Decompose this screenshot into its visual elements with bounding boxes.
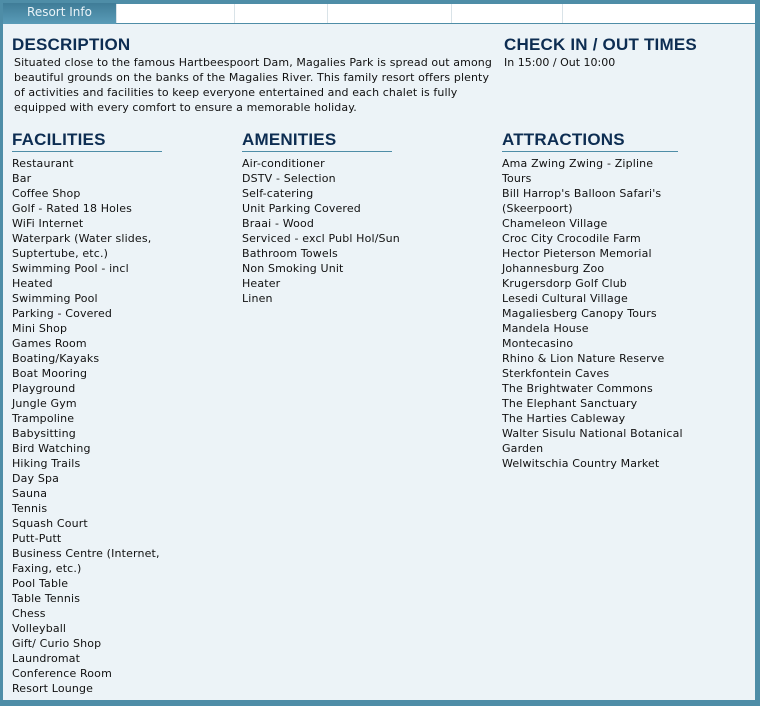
facility-item: Golf - Rated 18 Holes <box>12 202 133 215</box>
facility-item: Table Tennis <box>12 592 81 605</box>
facility-item: Games Room <box>12 337 87 350</box>
facility-item: Business Centre (Internet, Faxing, etc.) <box>12 547 160 575</box>
attraction-item: Walter Sisulu National Botanical Garden <box>502 427 683 455</box>
attraction-item: Hector Pieterson Memorial <box>502 247 652 260</box>
facility-item: Mini Shop <box>12 322 68 335</box>
amenity-item: Linen <box>242 292 273 305</box>
facility-item: Waterpark (Water slides, Suptertube, etc.) <box>12 232 152 260</box>
amenity-item: Air-conditioner <box>242 157 325 170</box>
facility-item: Parking - Covered <box>12 307 113 320</box>
amenity-item: Unit Parking Covered <box>242 202 361 215</box>
tab-blank-2[interactable] <box>234 4 327 23</box>
amenities-list <box>242 156 412 306</box>
facility-item: Squash Court <box>12 517 88 530</box>
attraction-item: Krugersdorp Golf Club <box>502 277 627 290</box>
facility-item: Boating/Kayaks <box>12 352 100 365</box>
facility-item: Sauna <box>12 487 48 500</box>
tab-blank-1[interactable] <box>116 4 234 23</box>
attractions-list <box>502 156 684 471</box>
attraction-item: Montecasino <box>502 337 574 350</box>
checkin-times: In 15:00 / Out 10:00 <box>504 56 616 69</box>
facility-item: Conference Room <box>12 667 112 680</box>
amenity-item: DSTV - Selection <box>242 172 336 185</box>
facility-item: Swimming Pool - incl Heated <box>12 262 129 290</box>
attraction-item: Mandela House <box>502 322 589 335</box>
facility-item: Volleyball <box>12 622 67 635</box>
attraction-item: Rhino & Lion Nature Reserve <box>502 352 665 365</box>
facility-item: Pool Table <box>12 577 69 590</box>
attraction-item: The Harties Cableway <box>502 412 626 425</box>
facility-item: Boat Mooring <box>12 367 88 380</box>
facility-item: Resort Lounge <box>12 682 94 695</box>
facility-item: Laundromat <box>12 652 81 665</box>
tab-resort-info[interactable]: Resort Info <box>3 3 116 24</box>
amenity-item: Braai - Wood <box>242 217 315 230</box>
facility-item: Day Spa <box>12 472 59 485</box>
facility-item: Coffee Shop <box>12 187 81 200</box>
attraction-item: Welwitschia Country Market <box>502 457 660 470</box>
facility-item: Babysitting <box>12 427 76 440</box>
description-text: Situated close to the famous Hartbeespoort Dam, Magalies Park is spread out among beautiful grounds on the banks of the Magalies River. This family resort offers plenty of activities and facilities to keep everyone entertained and each chalet is fully equipped with every comfort to ensure a memorable holiday. <box>14 56 492 114</box>
amenity-item: Heater <box>242 277 281 290</box>
amenity-item: Bathroom Towels <box>242 247 338 260</box>
facility-item: Restaurant <box>12 157 74 170</box>
tab-blank-4[interactable] <box>451 4 562 23</box>
facility-item: Bird Watching <box>12 442 91 455</box>
facility-item: Trampoline <box>12 412 75 425</box>
facility-item: Gift/ Curio Shop <box>12 637 102 650</box>
checkin-heading: CHECK IN / OUT TIMES <box>504 35 697 54</box>
attraction-item: Johannesburg Zoo <box>502 262 605 275</box>
attraction-item: The Brightwater Commons <box>502 382 653 395</box>
tab-bar <box>3 3 755 24</box>
facility-item: Hiking Trails <box>12 457 81 470</box>
amenity-item: Serviced - excl Publ Hol/Sun <box>242 232 400 245</box>
attraction-item: The Elephant Sanctuary <box>502 397 638 410</box>
attraction-item: Bill Harrop's Balloon Safari's (Skeerpoort) <box>502 187 662 215</box>
amenity-item: Self-catering <box>242 187 314 200</box>
description-heading: DESCRIPTION <box>12 35 131 54</box>
amenity-item: Non Smoking Unit <box>242 262 344 275</box>
tab-blank-3[interactable] <box>327 4 451 23</box>
facility-item: Jungle Gym <box>12 397 77 410</box>
facility-item: Swimming Pool <box>12 292 98 305</box>
tab-blank-5[interactable] <box>562 4 755 23</box>
attraction-item: Lesedi Cultural Village <box>502 292 628 305</box>
facilities-heading: FACILITIES <box>12 130 162 152</box>
attraction-item: Croc City Crocodile Farm <box>502 232 641 245</box>
attractions-heading: ATTRACTIONS <box>502 130 678 152</box>
attraction-item: Sterkfontein Caves <box>502 367 610 380</box>
facility-item: WiFi Internet <box>12 217 84 230</box>
facility-item: Bar <box>12 172 32 185</box>
facility-item: Chess <box>12 607 46 620</box>
facility-item: Tennis <box>12 502 48 515</box>
facilities-list <box>12 156 172 696</box>
amenities-heading: AMENITIES <box>242 130 392 152</box>
attraction-item: Magaliesberg Canopy Tours <box>502 307 657 320</box>
facility-item: Playground <box>12 382 76 395</box>
attraction-item: Chameleon Village <box>502 217 608 230</box>
attraction-item: Ama Zwing Zwing - Zipline Tours <box>502 157 654 185</box>
facility-item: Putt-Putt <box>12 532 62 545</box>
resort-info-panel <box>3 24 755 700</box>
